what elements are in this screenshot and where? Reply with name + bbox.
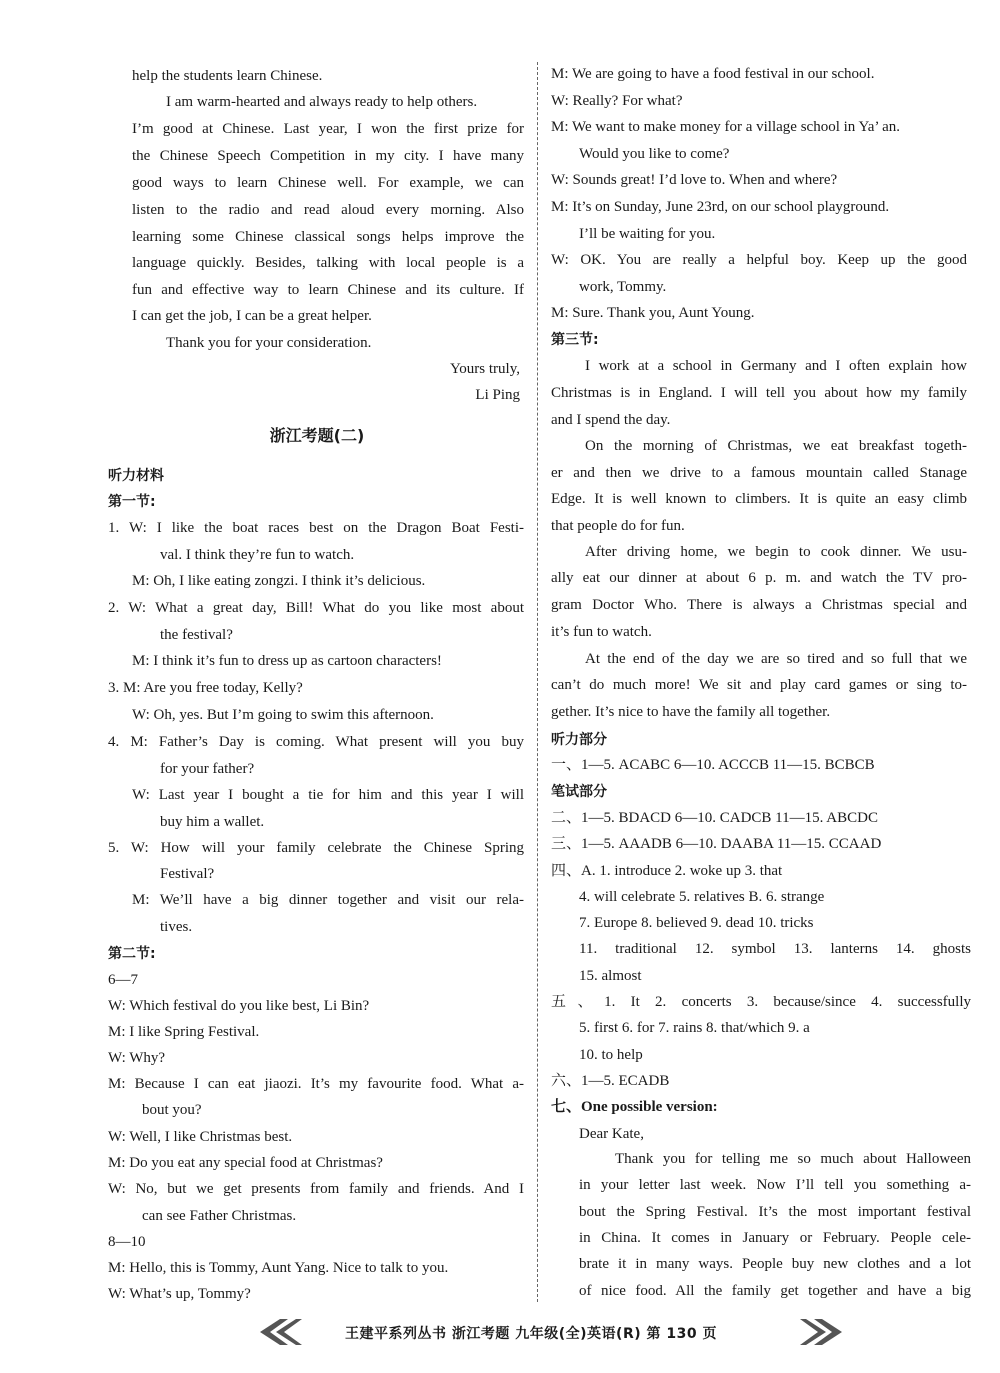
text-line: er and then we drive to a famous mountain called Stanage xyxy=(551,465,967,481)
text-line: 四、A. 1. introduce 2. woke up 3. that xyxy=(551,863,783,879)
text-line: 七、One possible version: xyxy=(551,1099,718,1115)
text-line: W: OK. You are really a helpful boy. Keep up the good xyxy=(551,252,967,268)
text-line: listen to the radio and read aloud every morning. Also xyxy=(132,202,524,218)
section-heading: 听力材料 xyxy=(108,468,164,484)
section-heading: 听力部分 xyxy=(551,732,607,748)
text-line: M: I like Spring Festival. xyxy=(108,1024,260,1040)
section-heading: 第三节: xyxy=(551,332,599,348)
text-line: W: What’s up, Tommy? xyxy=(108,1286,251,1302)
text-line: of nice food. All the family get together and have a big xyxy=(579,1283,971,1299)
text-line: After driving home, we begin to cook dinner. We usu- xyxy=(585,544,967,560)
text-line: W: Really? For what? xyxy=(551,93,683,109)
section-heading: 第二节: xyxy=(108,946,156,962)
text-line: I can get the job, I can be a great helper. xyxy=(132,308,372,324)
text-line: tives. xyxy=(160,919,193,935)
text-line: in China. It comes in January or February. People cele- xyxy=(579,1230,971,1246)
text-line: good ways to learn Chinese well. For example, we can xyxy=(132,175,524,191)
text-line: 1. W: I like the boat races best on the Dragon Boat Festi- xyxy=(108,520,524,536)
text-line: W: Which festival do you like best, Li Bin? xyxy=(108,998,370,1014)
text-line: 5. first 6. for 7. rains 8. that/which 9. a xyxy=(579,1020,810,1036)
text-line: bout the Spring Festival. It’s the most important festival xyxy=(579,1204,971,1220)
chevron-right-icon xyxy=(800,1317,844,1347)
text-line: W: Last year I bought a tie for him and this year I will xyxy=(132,787,524,803)
text-line: bout you? xyxy=(142,1102,202,1118)
column-divider xyxy=(537,62,538,1302)
text-line: gether. It’s nice to have the family all together. xyxy=(551,704,831,720)
text-line: 7. Europe 8. believed 9. dead 10. tricks xyxy=(579,915,814,931)
text-line: I’m good at Chinese. Last year, I won the first prize for xyxy=(132,121,524,137)
text-line: 8—10 xyxy=(108,1234,146,1250)
text-line: M: Because I can eat jiaozi. It’s my favourite food. What a- xyxy=(108,1076,524,1092)
text-line: I am warm-hearted and always ready to help others. xyxy=(166,94,478,110)
text-line: ally eat our dinner at about 6 p. m. and watch the TV pro- xyxy=(551,570,967,586)
text-line: M: We’ll have a big dinner together and visit our rela- xyxy=(132,892,524,908)
text-line: M: Sure. Thank you, Aunt Young. xyxy=(551,305,755,321)
text-line: 六、1—5. ECADB xyxy=(551,1073,670,1089)
text-line: Edge. It is well known to climbers. It is quite an easy climb xyxy=(551,491,967,507)
text-line: 二、1—5. BDACD 6—10. CADCB 11—15. ABCDC xyxy=(551,810,878,826)
text-line: fun and effective way to learn Chinese and its culture. If xyxy=(132,282,524,298)
text-line: Would you like to come? xyxy=(579,146,730,162)
text-line: 6—7 xyxy=(108,972,138,988)
text-line: 10. to help xyxy=(579,1047,643,1063)
text-line: At the end of the day we are so tired and so full that we xyxy=(585,651,967,667)
text-line: 2. W: What a great day, Bill! What do you like most about xyxy=(108,600,524,616)
section-title: 浙江考题(二) xyxy=(269,426,365,445)
text-line: Festival? xyxy=(160,866,215,882)
text-line: M: Do you eat any special food at Christmas? xyxy=(108,1155,383,1171)
text-line: Dear Kate, xyxy=(579,1126,644,1142)
text-line: 15. almost xyxy=(579,968,642,984)
text-line: M: Oh, I like eating zongzi. I think it’s delicious. xyxy=(132,573,426,589)
text-line: buy him a wallet. xyxy=(160,814,265,830)
text-line: 一、1—5. ACABC 6—10. ACCCB 11—15. BCBCB xyxy=(551,757,875,773)
text-line: Thank you for your consideration. xyxy=(166,335,372,351)
text-line: in your letter last week. Now I’ll tell you something a- xyxy=(579,1177,971,1193)
text-line: M: It’s on Sunday, June 23rd, on our school playground. xyxy=(551,199,890,215)
section-heading: 笔试部分 xyxy=(551,784,607,800)
text-line: Thank you for telling me so much about Halloween xyxy=(615,1151,971,1167)
chevron-left-icon xyxy=(258,1317,302,1347)
text-line: can see Father Christmas. xyxy=(142,1208,297,1224)
text-line: On the morning of Christmas, we eat breakfast togeth- xyxy=(585,438,967,454)
text-line: W: No, but we get presents from family and friends. And I xyxy=(108,1181,524,1197)
text-line: 11. traditional 12. symbol 13. lanterns 14. ghosts xyxy=(579,941,971,957)
text-line: W: Sounds great! I’d love to. When and where? xyxy=(551,172,838,188)
text-line: brate it in many ways. People buy new clothes and a lot xyxy=(579,1256,971,1272)
text-line: M: I think it’s fun to dress up as cartoon characters! xyxy=(132,653,442,669)
text-line: that people do for fun. xyxy=(551,518,685,534)
text-line: W: Why? xyxy=(108,1050,166,1066)
text-line: work, Tommy. xyxy=(579,279,667,295)
text-line: W: Well, I like Christmas best. xyxy=(108,1129,293,1145)
text-line: M: We want to make money for a village school in Ya’ an. xyxy=(551,119,900,135)
text-line: Yours truly, xyxy=(449,361,520,377)
text-line: val. I think they’re fun to watch. xyxy=(160,547,355,563)
text-line: for your father? xyxy=(160,761,255,777)
text-line: gram Doctor Who. There is always a Christmas special and xyxy=(551,597,967,613)
text-line: 三、1—5. AAADB 6—10. DAABA 11—15. CCAAD xyxy=(551,836,882,852)
section-heading: 第一节: xyxy=(108,494,156,510)
text-line: 4. will celebrate 5. relatives B. 6. strange xyxy=(579,889,825,905)
text-line: the Chinese Speech Competition in my city. I have many xyxy=(132,148,524,164)
text-line: M: We are going to have a food festival in our school. xyxy=(551,66,875,82)
text-line: learning some Chinese classical songs helps improve the xyxy=(132,229,524,245)
text-line: 4. M: Father’s Day is coming. What present will you buy xyxy=(108,734,524,750)
text-line: I’ll be waiting for you. xyxy=(579,226,716,242)
text-line: the festival? xyxy=(160,627,233,643)
text-line: can’t do much more! We sit and play card games or sing to- xyxy=(551,677,967,693)
text-line: W: Oh, yes. But I’m going to swim this afternoon. xyxy=(132,707,434,723)
text-line: 3. M: Are you free today, Kelly? xyxy=(108,680,303,696)
text-line: M: Hello, this is Tommy, Aunt Yang. Nice to talk to you. xyxy=(108,1260,449,1276)
text-line: 五、1. It 2. concerts 3. because/since 4. successfully xyxy=(551,994,971,1010)
text-line: and I spend the day. xyxy=(551,412,671,428)
text-line: I work at a school in Germany and I often explain how xyxy=(585,358,967,374)
page-footer xyxy=(0,1313,1000,1353)
text-line: Li Ping xyxy=(475,387,520,403)
footer-text: 王建平系列丛书 浙江考题 九年级(全)英语(R) 第 130 页 xyxy=(345,1326,717,1342)
text-line: it’s fun to watch. xyxy=(551,624,652,640)
text-line: 5. W: How will your family celebrate the Chinese Spring xyxy=(108,840,524,856)
text-line: Christmas is in England. I will tell you about how my family xyxy=(551,385,967,401)
text-line: language quickly. Besides, talking with local people is a xyxy=(132,255,524,271)
text-line: help the students learn Chinese. xyxy=(132,68,323,84)
